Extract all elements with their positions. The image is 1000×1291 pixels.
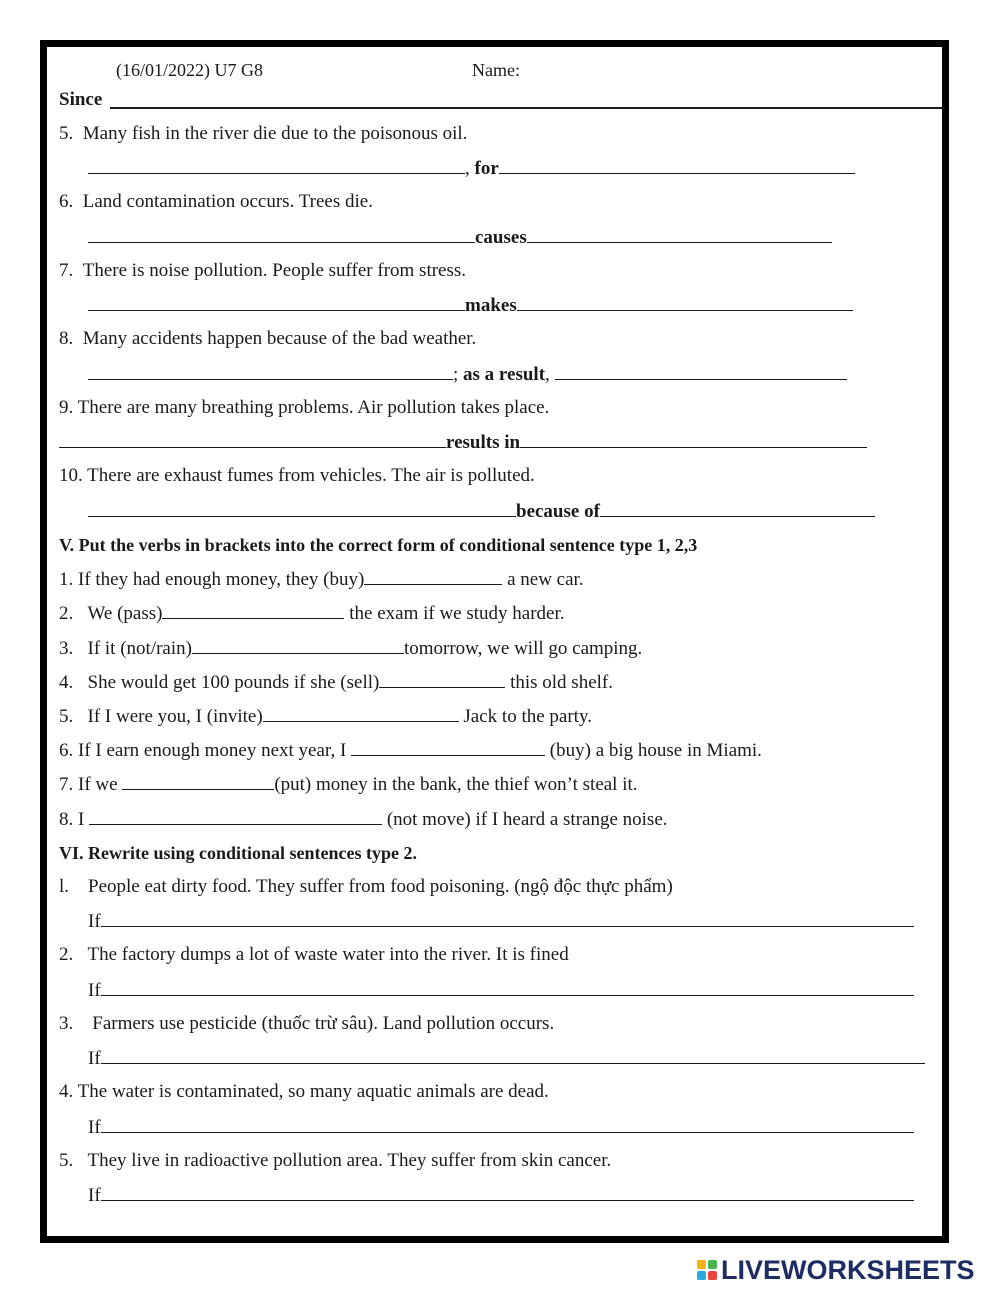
rewrite-blank[interactable] — [101, 1184, 914, 1201]
verb-blank[interactable] — [351, 739, 545, 756]
answer-blank[interactable] — [88, 500, 516, 517]
list-item: 10. There are exhaust fumes from vehicles. The air is polluted. — [59, 465, 535, 486]
list-item: 4. The water is contaminated, so many aquatic animals are dead. — [59, 1081, 549, 1102]
list-item: 1. If they had enough money, they (buy) a new car. — [59, 569, 584, 590]
logo-blocks-icon — [697, 1260, 717, 1280]
list-item: l. People eat dirty food. They suffer from food poisoning. (ngộ độc thực phẩm) — [59, 876, 673, 897]
list-item: 8. I (not move) if I heard a strange noise. — [59, 809, 668, 830]
list-item: 7. If we (put) money in the bank, the thief won’t steal it. — [59, 774, 638, 795]
section-vi-title: VI. Rewrite using conditional sentences type 2. — [59, 843, 417, 863]
answer-line: If — [88, 1116, 914, 1139]
verb-blank[interactable] — [162, 602, 344, 619]
list-item: 3. If it (not/rain) tomorrow, we will go camping. — [59, 638, 643, 659]
liveworksheets-logo — [697, 1254, 975, 1285]
answer-blank[interactable] — [499, 157, 855, 174]
list-item: 6. If I earn enough money next year, I (buy) a big house in Miami. — [59, 740, 762, 761]
answer-line: , for — [88, 157, 855, 180]
rewrite-blank[interactable] — [101, 1047, 925, 1064]
list-item: 5. Many fish in the river die due to the poisonous oil. — [59, 123, 468, 144]
rewrite-blank[interactable] — [101, 910, 914, 927]
date-code: (16/01/2022) U7 G8 — [116, 60, 263, 80]
verb-blank[interactable] — [122, 773, 274, 790]
answer-line — [88, 226, 832, 249]
since-label: Since — [59, 89, 103, 110]
verb-blank[interactable] — [263, 705, 459, 722]
answer-blank[interactable] — [88, 157, 465, 174]
verb-blank[interactable] — [192, 637, 404, 654]
keyword: makes — [465, 295, 517, 316]
answer-blank[interactable] — [59, 431, 446, 448]
answer-line: If — [88, 1047, 925, 1070]
keyword: as a result — [463, 364, 546, 385]
list-item: 7. There is noise pollution. People suffer from stress. — [59, 260, 467, 281]
list-item: 2. We (pass) the exam if we study harder. — [59, 603, 565, 624]
answer-line — [59, 431, 867, 454]
list-item: 9. There are many breathing problems. Air pollution takes place. — [59, 397, 550, 418]
verb-blank[interactable] — [364, 568, 502, 585]
verb-blank[interactable] — [89, 808, 382, 825]
answer-blank[interactable] — [520, 431, 867, 448]
rewrite-blank[interactable] — [101, 979, 914, 996]
answer-blank[interactable] — [517, 294, 853, 311]
list-item: 4. She would get 100 pounds if she (sell) this old shelf. — [59, 672, 613, 693]
brand-name: LIVEWORKSHEETS — [721, 1254, 975, 1285]
rewrite-blank[interactable] — [101, 1116, 914, 1133]
keyword: results in — [446, 432, 521, 453]
keyword: causes — [475, 227, 527, 248]
keyword: for — [474, 158, 499, 179]
answer-line: If — [88, 979, 914, 1002]
list-item: 6. Land contamination occurs. Trees die. — [59, 191, 373, 212]
answer-blank[interactable] — [555, 363, 847, 380]
answer-blank[interactable] — [88, 294, 465, 311]
keyword: because of — [516, 501, 600, 522]
list-item: 8. Many accidents happen because of the bad weather. — [59, 328, 477, 349]
answer-line — [88, 500, 875, 523]
list-item: 5. If I were you, I (invite) Jack to the party. — [59, 706, 592, 727]
since-answer-blank[interactable] — [110, 91, 945, 109]
answer-line: ; as a result, — [88, 363, 847, 386]
name-label: Name: — [472, 60, 520, 80]
answer-blank[interactable] — [600, 500, 875, 517]
list-item: 3. Farmers use pesticide (thuốc trừ sâu). Land pollution occurs. — [59, 1013, 555, 1034]
answer-line: If — [88, 910, 914, 933]
answer-blank[interactable] — [88, 363, 453, 380]
list-item: 5. They live in radioactive pollution area. They suffer from skin cancer. — [59, 1150, 612, 1171]
answer-blank[interactable] — [527, 226, 832, 243]
answer-line — [88, 294, 853, 317]
list-item: 2. The factory dumps a lot of waste water into the river. It is fined — [59, 944, 569, 965]
verb-blank[interactable] — [379, 671, 505, 688]
section-v-title: V. Put the verbs in brackets into the correct form of conditional sentence type 1, 2,3 — [59, 535, 698, 555]
answer-blank[interactable] — [88, 226, 475, 243]
answer-line: If — [88, 1184, 914, 1207]
